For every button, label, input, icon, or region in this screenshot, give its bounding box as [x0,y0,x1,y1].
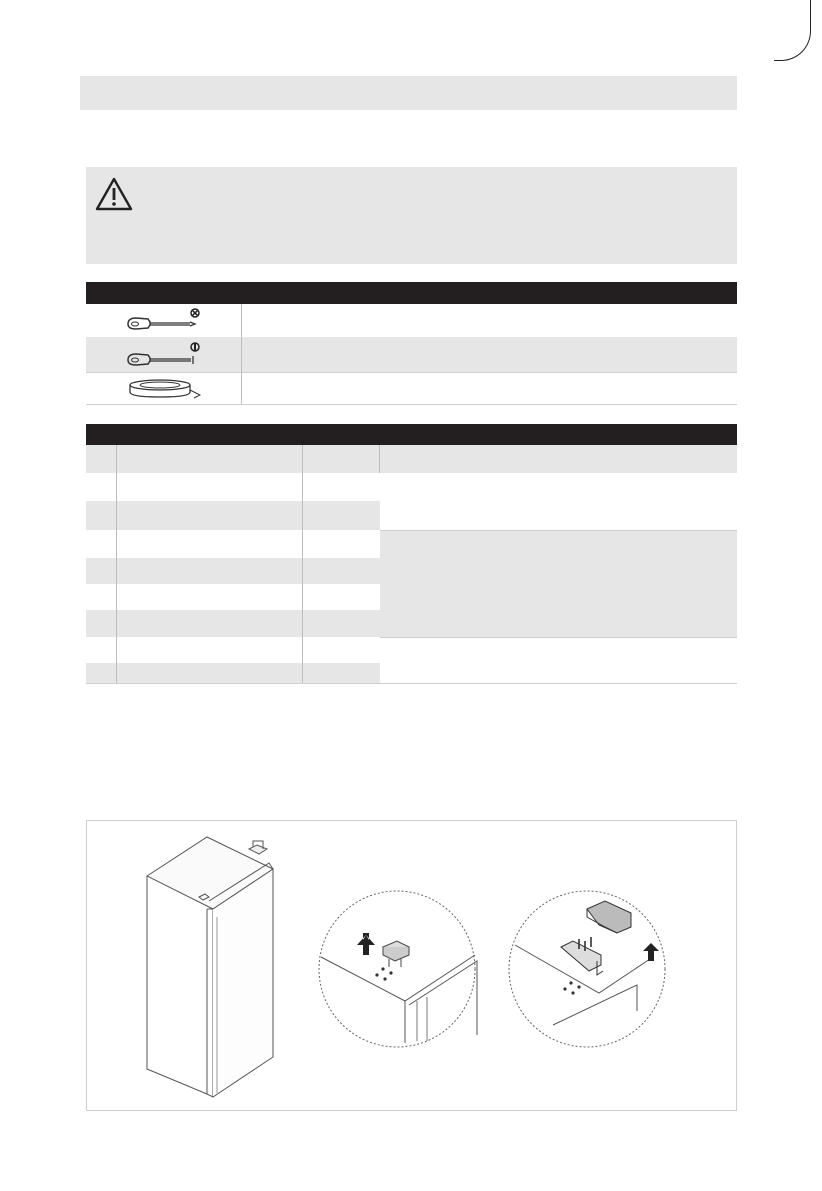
row-qty [303,610,380,637]
remove-top-hinge-detail [509,891,665,1047]
row-qty [303,501,380,530]
row-name [117,610,303,637]
tool-row [86,337,737,373]
column-header-no [86,445,117,473]
tools-header [86,282,737,304]
row-qty [303,558,380,584]
tape-roll-icon [124,375,204,403]
row-name [117,637,303,663]
row-qty [303,663,380,683]
table-row [86,530,380,558]
refrigerator-overview [147,837,273,1097]
row-no [86,473,117,501]
table-row [86,558,380,584]
parts-group-description [380,473,737,530]
table-row [86,473,380,501]
remove-hinge-cover-detail [319,891,477,1047]
flat-screwdriver-icon [124,340,204,370]
column-header-name [117,445,303,473]
warning-box [86,167,737,264]
tool-row [86,304,737,338]
row-no [86,558,117,584]
hinge-removal-illustration [87,821,736,1110]
row-name [117,501,303,530]
row-name [117,584,303,610]
row-no [86,584,117,610]
parts-column-header-row [86,445,737,473]
row-qty [303,473,380,501]
column-header-qty [303,445,380,473]
row-no [86,501,117,530]
row-name [117,558,303,584]
parts-group-description [380,637,737,683]
table-row [86,610,380,637]
parts-group-description [380,530,737,637]
hinge-removal-figure [86,820,737,1111]
row-qty [303,584,380,610]
page-corner-mark [774,0,811,61]
tool-row [86,372,737,405]
row-name [117,663,303,683]
warning-triangle-icon [95,177,133,211]
row-qty [303,637,380,663]
table-bottom-border [86,683,737,684]
table-row [86,584,380,610]
section-title-bar [80,76,737,110]
phillips-screwdriver-icon [124,307,204,335]
table-row [86,637,380,663]
row-qty [303,530,380,558]
column-header-desc [380,445,737,473]
row-no [86,530,117,558]
row-no [86,610,117,637]
row-name [117,473,303,501]
table-row [86,501,380,530]
row-no [86,663,117,683]
row-no [86,637,117,663]
row-name [117,530,303,558]
parts-header [86,424,737,445]
table-row [86,663,380,683]
